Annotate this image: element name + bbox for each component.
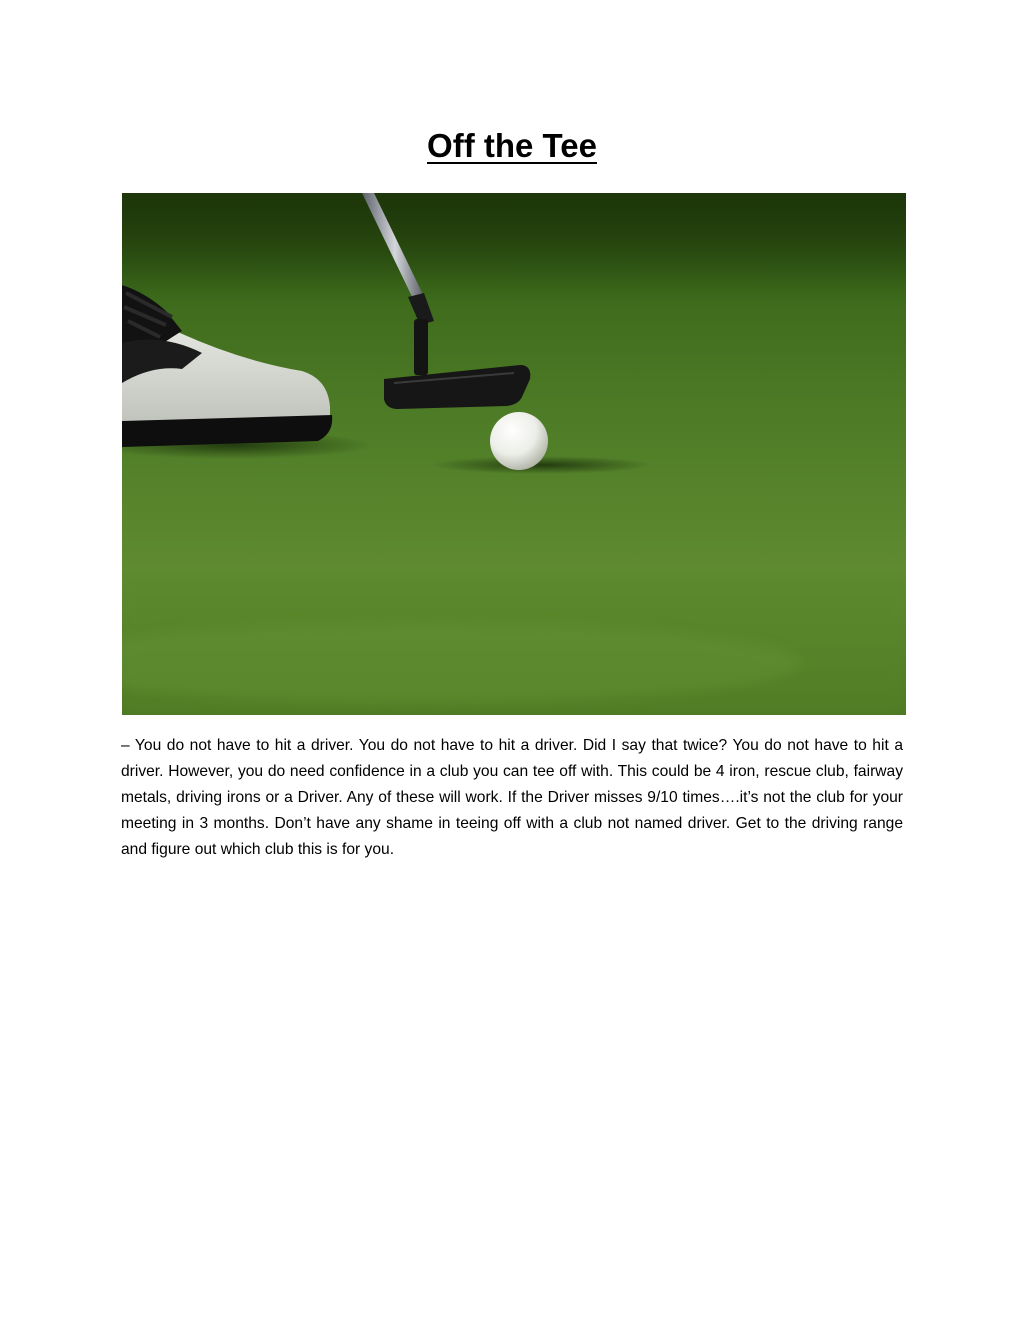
ball-shadow xyxy=(432,456,652,474)
page-title: Off the Tee xyxy=(427,127,597,164)
body-paragraph: – You do not have to hit a driver. You do not have to hit a driver. Did I say that twice? You do not have to hit a driver. However, you do need confidence in a club you can tee off with. This could be 4 iron, rescue club, fairway metals, driving irons or a Driver. Any of these will work. If the Driver misses 9/10 times….it’s not the club for your meeting in 3 months. Don’t have any shame in teeing off with a club not named driver. Get to the driving range and figure out which club this is for you. xyxy=(121,737,903,858)
golf-putt-photo xyxy=(122,193,906,715)
golf-photo-illustration xyxy=(122,193,906,715)
golf-ball xyxy=(490,412,548,470)
